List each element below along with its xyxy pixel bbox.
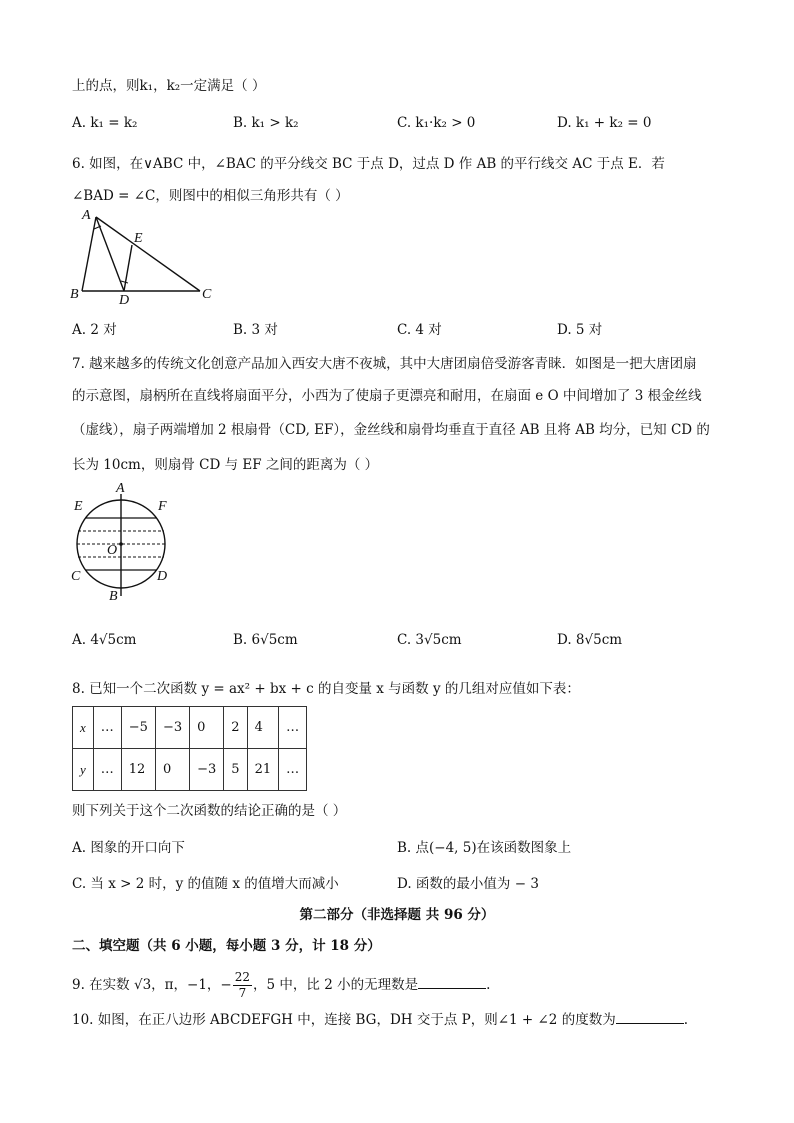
q7-stem-line3: （虚线），扇子两端增加 2 根扇骨（CD, EF），金丝线和扇骨均垂直于直径 AB 且将 AB 均分，已知 CD 的 <box>72 422 710 438</box>
table-cell: y <box>73 749 94 791</box>
q7-stem-line4: 长为 10cm，则扇骨 CD 与 EF 之间的距离为（ ） <box>72 457 379 473</box>
q8-option-b: B. 点(−4, 5)在该函数图象上 <box>397 840 572 856</box>
q6-label-d: D <box>119 293 130 308</box>
q7-label-o: O <box>107 543 118 558</box>
q7-option-a: A. 4√5cm <box>72 632 137 648</box>
table-cell: 4 <box>247 707 279 749</box>
q8-option-c: C. 当 x > 2 时，y 的值随 x 的值增大而减小 <box>72 876 339 892</box>
q8-question: 则下列关于这个二次函数的结论正确的是（ ） <box>72 803 347 819</box>
table-cell: … <box>279 749 307 791</box>
q6-label-b: B <box>70 287 79 302</box>
table-cell: −3 <box>190 749 224 791</box>
q9-answer-blank[interactable] <box>418 976 486 989</box>
q7-option-b: B. 6√5cm <box>233 632 298 648</box>
q6-option-c: C. 4 对 <box>397 322 442 338</box>
q9-fraction-numerator: 22 <box>234 970 251 984</box>
q7-stem-line2: 的示意图，扇柄所在直线将扇面平分，小西为了使扇子更漂亮和耐用，在扇面 e O 中间增加了 3 根金丝线 <box>72 388 702 404</box>
q10-text: 10. 如图，在正八边形 ABCDEFGH 中，连接 BG，DH 交于点 P，则∠1 + ∠2 的度数为 <box>72 1012 616 1028</box>
q6-label-c: C <box>202 287 212 302</box>
q7-label-b: B <box>109 589 118 604</box>
q6-option-a: A. 2 对 <box>72 322 117 338</box>
table-cell: 21 <box>247 749 279 791</box>
q5-option-d: D. k₁ + k₂ = 0 <box>557 115 652 131</box>
table-cell: x <box>73 707 94 749</box>
q9-end: . <box>486 977 491 993</box>
q7-fan-figure <box>66 478 186 606</box>
q7-label-f: F <box>158 499 167 514</box>
q6-triangle-figure <box>68 205 228 310</box>
q9-text-a: 9. 在实数 √3，π，−1，− <box>72 977 232 993</box>
q10-answer-blank[interactable] <box>616 1011 684 1024</box>
q5-stem: 上的点，则k₁，k₂一定满足（ ） <box>72 78 266 94</box>
q9-fraction-denominator: 7 <box>238 986 247 1000</box>
table-row <box>73 749 307 791</box>
q10-stem <box>72 1008 688 1028</box>
q10-end: . <box>683 1012 688 1028</box>
part2-title: 第二部分（非选择题 共 96 分） <box>299 907 495 923</box>
q6-stem-line1: 6. 如图，在∨ABC 中，∠BAC 的平分线交 BC 于点 D，过点 D 作 AB 的平行线交 AC 于点 E．若 <box>72 156 665 172</box>
table-cell: 5 <box>224 749 247 791</box>
q7-option-c: C. 3√5cm <box>397 632 462 648</box>
q8-option-a: A. 图象的开口向下 <box>72 840 185 856</box>
table-cell: 2 <box>224 707 247 749</box>
q7-label-a: A <box>116 481 125 496</box>
q7-label-c: C <box>71 569 81 584</box>
table-cell: … <box>279 707 307 749</box>
table-cell: 12 <box>121 749 155 791</box>
q7-label-d: D <box>157 569 168 584</box>
q6-option-b: B. 3 对 <box>233 322 278 338</box>
table-cell: 0 <box>190 707 224 749</box>
q9-fraction <box>233 970 252 1001</box>
q6-label-a: A <box>82 208 91 223</box>
table-cell: −5 <box>121 707 155 749</box>
table-cell: … <box>93 707 121 749</box>
q7-stem-line1: 7. 越来越多的传统文化创意产品加入西安大唐不夜城，其中大唐团扇倍受游客青睐．如图是一把大唐团扇 <box>72 356 697 372</box>
q6-label-e: E <box>134 231 143 246</box>
q6-stem-line2: ∠BAD = ∠C，则图中的相似三角形共有（ ） <box>72 188 349 204</box>
q8-stem: 8. 已知一个二次函数 y = ax² + bx + c 的自变量 x 与函数 y 的几组对应值如下表： <box>72 681 580 697</box>
q5-option-a: A. k₁ = k₂ <box>72 115 138 131</box>
q9-text-b: ，5 中，比 2 小的无理数是 <box>253 977 419 993</box>
q5-option-b: B. k₁ > k₂ <box>233 115 299 131</box>
table-cell: 0 <box>155 749 189 791</box>
table-cell: −3 <box>155 707 189 749</box>
q8-option-d: D. 函数的最小值为 − 3 <box>397 876 539 892</box>
q7-label-e: E <box>74 499 83 514</box>
table-row <box>73 707 307 749</box>
q6-option-d: D. 5 对 <box>557 322 603 338</box>
q5-option-c: C. k₁·k₂ > 0 <box>397 115 476 131</box>
q8-value-table <box>72 706 307 791</box>
q7-option-d: D. 8√5cm <box>557 632 623 648</box>
q9-stem <box>72 970 490 1001</box>
section-heading: 二、填空题（共 6 小题，每小题 3 分，计 18 分） <box>72 938 381 954</box>
table-cell: … <box>93 749 121 791</box>
